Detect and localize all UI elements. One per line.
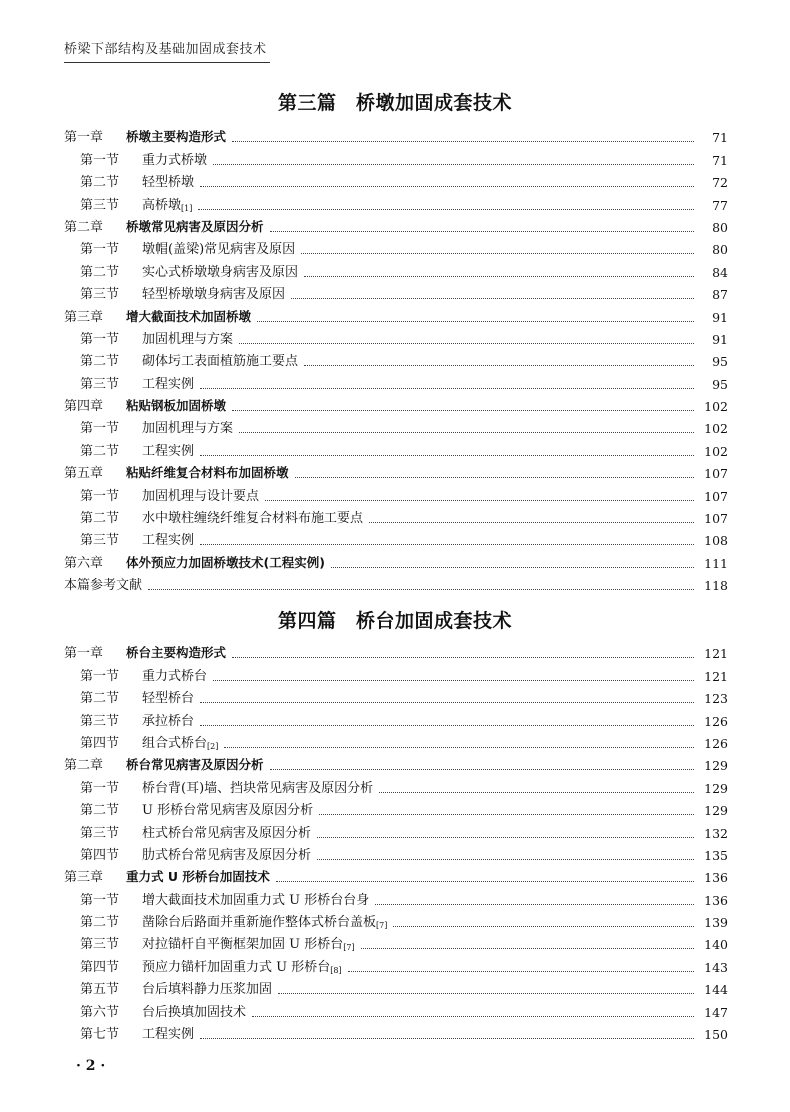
dot-leader <box>232 140 694 142</box>
entry-number: 第二节 <box>80 264 120 280</box>
dot-leader <box>361 947 694 949</box>
entry-page-number: 80 <box>712 219 728 235</box>
entry-number: 第三节 <box>80 713 120 729</box>
entry-page-number: 111 <box>704 555 728 571</box>
entry-title: 轻型桥台 <box>142 691 195 707</box>
entry-number: 第三章 <box>64 309 104 325</box>
entry-number: 第七节 <box>80 1027 120 1043</box>
entry-page-number: 91 <box>712 309 728 325</box>
entry-title: 桥墩主要构造形式 <box>126 129 227 145</box>
entry-page-number: 135 <box>704 847 728 863</box>
entry-page-number: 102 <box>704 443 728 459</box>
toc-section-entry[interactable] <box>64 773 728 795</box>
dot-leader <box>265 499 694 501</box>
entry-page-number: 139 <box>704 915 728 931</box>
toc-section-entry[interactable] <box>64 818 728 840</box>
entry-title: 对拉锚杆自平衡框架加固 U 形桥台 <box>142 937 344 953</box>
dot-leader <box>257 320 694 322</box>
dot-leader <box>200 454 694 456</box>
dot-leader <box>301 252 694 254</box>
entry-page-number: 95 <box>712 376 728 392</box>
entry-title: 加固机理与设计要点 <box>142 488 260 504</box>
entry-page-number: 136 <box>704 870 728 886</box>
entry-number: 第一节 <box>80 668 120 684</box>
entry-number: 第四节 <box>80 847 120 863</box>
entry-page-number: 143 <box>704 959 728 975</box>
toc-section-entry[interactable] <box>64 168 728 190</box>
dot-leader <box>317 858 694 860</box>
entry-page-number: 144 <box>704 982 728 998</box>
entry-page-number: 84 <box>712 264 728 280</box>
entry-number: 第二节 <box>80 511 120 527</box>
entry-title: 工程实例 <box>142 443 195 459</box>
dot-leader <box>239 342 694 344</box>
toc-chapter-entry[interactable] <box>64 751 728 773</box>
dot-leader <box>213 679 694 681</box>
entry-title: 高桥墩 <box>142 197 182 213</box>
dot-leader <box>304 364 694 366</box>
citation-mark: [2] <box>207 741 219 751</box>
entry-title: 肋式桥台常见病害及原因分析 <box>142 847 312 863</box>
dot-leader <box>278 992 694 994</box>
toc-section-entry[interactable] <box>64 436 728 458</box>
toc-section-entry[interactable] <box>64 930 728 952</box>
citation-mark: [8] <box>330 965 342 975</box>
entry-number: 第五章 <box>64 466 104 482</box>
entry-page-number: 107 <box>704 466 728 482</box>
dot-leader <box>379 791 694 793</box>
entry-number: 第一节 <box>80 242 120 258</box>
entry-title: 增大截面技术加固桥墩 <box>126 308 252 324</box>
entry-page-number: 129 <box>704 758 728 774</box>
toc-section-entry[interactable] <box>64 908 728 930</box>
entry-title: 重力式桥台 <box>142 668 208 684</box>
entry-number: 第一节 <box>80 331 120 347</box>
toc-chapter-entry[interactable] <box>64 302 728 324</box>
entry-title: 桥台背(耳)墙、挡块常见病害及原因分析 <box>142 780 374 796</box>
entry-page-number: 136 <box>704 892 728 908</box>
entry-number: 第六章 <box>64 555 104 571</box>
running-head-rule <box>64 62 270 63</box>
entry-title: 预应力锚杆加固重力式 U 形桥台 <box>142 959 331 975</box>
entry-number: 第二节 <box>80 354 120 370</box>
dot-leader <box>200 387 694 389</box>
dot-leader <box>270 768 694 770</box>
entry-title: 工程实例 <box>142 533 195 549</box>
toc-section-entry[interactable] <box>64 235 728 257</box>
entry-page-number: 108 <box>704 533 728 549</box>
entry-page-number: 121 <box>704 646 728 662</box>
toc-section-entry[interactable] <box>64 347 728 369</box>
entry-number: 第二节 <box>80 443 120 459</box>
dot-leader <box>200 185 694 187</box>
toc-section-entry[interactable] <box>64 504 728 526</box>
entry-title: 实心式桥墩墩身病害及原因 <box>142 264 299 280</box>
entry-title: 轻型桥墩 <box>142 175 195 191</box>
entry-page-number: 80 <box>712 242 728 258</box>
entry-title: 组合式桥台 <box>142 735 208 751</box>
entry-number: 第二章 <box>64 219 104 235</box>
entry-title: 增大截面技术加固重力式 U 形桥台台身 <box>142 892 370 908</box>
entry-page-number: 118 <box>704 578 728 594</box>
entry-number: 第三章 <box>64 870 104 886</box>
toc-chapter-entry[interactable] <box>64 392 728 414</box>
toc-section-entry[interactable] <box>64 975 728 997</box>
citation-mark: [1] <box>181 203 193 213</box>
dot-leader <box>148 588 694 590</box>
entry-number: 第六节 <box>80 1004 120 1020</box>
toc-section-entry[interactable] <box>64 885 728 907</box>
entry-page-number: 91 <box>712 331 728 347</box>
entry-number: 第二节 <box>80 915 120 931</box>
toc-part-4 <box>64 639 728 1042</box>
toc-chapter-entry[interactable] <box>64 213 728 235</box>
entry-number: 第三节 <box>80 287 120 303</box>
entry-page-number: 147 <box>704 1004 728 1020</box>
entry-page-number: 71 <box>712 152 728 168</box>
dot-leader <box>276 880 694 882</box>
dot-leader <box>304 275 694 277</box>
entry-title: 台后换填加固技术 <box>142 1004 247 1020</box>
toc-chapter-entry[interactable] <box>64 459 728 481</box>
dot-leader <box>348 970 694 972</box>
dot-leader <box>239 431 694 433</box>
entry-title: 重力式桥墩 <box>142 152 208 168</box>
entry-title: 工程实例 <box>142 1027 195 1043</box>
dot-leader <box>331 566 694 568</box>
toc-section-entry[interactable] <box>64 1020 728 1042</box>
toc-section-entry[interactable] <box>64 369 728 391</box>
toc-chapter-entry[interactable] <box>64 123 728 145</box>
entry-title: 轻型桥墩墩身病害及原因 <box>142 287 286 303</box>
dot-leader <box>319 813 694 815</box>
part-title: 第四篇 桥台加固成套技术 <box>277 610 512 632</box>
entry-number: 第一章 <box>64 130 104 146</box>
entry-title: 重力式 U 形桥台加固技术 <box>126 869 270 885</box>
toc-section-entry[interactable] <box>64 841 728 863</box>
running-head: 桥梁下部结构及基础加固成套技术 <box>64 42 267 57</box>
toc-section-entry[interactable] <box>64 145 728 167</box>
entry-page-number: 140 <box>704 937 728 953</box>
entry-number: 第四章 <box>64 399 104 415</box>
entry-number: 第三节 <box>80 937 120 953</box>
toc-section-entry[interactable] <box>64 526 728 548</box>
toc-section-entry[interactable] <box>64 997 728 1019</box>
page-number: · 2 · <box>76 1058 106 1074</box>
entry-title: 粘贴纤维复合材料布加固桥墩 <box>126 465 289 481</box>
entry-title: 桥台常见病害及原因分析 <box>126 757 264 773</box>
citation-mark: [7] <box>343 943 355 953</box>
entry-title: 加固机理与方案 <box>142 331 234 347</box>
entry-number: 第一章 <box>64 646 104 662</box>
dot-leader <box>213 163 694 165</box>
entry-title: 本篇参考文献 <box>64 578 143 594</box>
dot-leader <box>200 724 694 726</box>
dot-leader <box>375 903 694 905</box>
part-title: 第三篇 桥墩加固成套技术 <box>277 92 512 114</box>
citation-mark: [7] <box>376 921 388 931</box>
toc-section-entry[interactable] <box>64 325 728 347</box>
entry-title: 台后填料静力压浆加固 <box>142 982 273 998</box>
toc-part-3 <box>64 123 728 593</box>
toc-section-entry[interactable] <box>64 481 728 503</box>
toc-section-entry[interactable] <box>64 684 728 706</box>
entry-number: 第二节 <box>80 803 120 819</box>
entry-number: 第四节 <box>80 735 120 751</box>
entry-number: 第二章 <box>64 758 104 774</box>
toc-entry[interactable] <box>64 571 728 593</box>
toc-chapter-entry[interactable] <box>64 863 728 885</box>
entry-number: 第一节 <box>80 488 120 504</box>
entry-page-number: 102 <box>704 421 728 437</box>
entry-page-number: 95 <box>712 354 728 370</box>
entry-page-number: 132 <box>704 825 728 841</box>
entry-number: 第三节 <box>80 376 120 392</box>
entry-number: 第二节 <box>80 691 120 707</box>
dot-leader <box>200 543 694 545</box>
toc-section-entry[interactable] <box>64 414 728 436</box>
entry-title: 体外预应力加固桥墩技术(工程实例) <box>126 554 325 570</box>
dot-leader <box>232 656 694 658</box>
entry-page-number: 150 <box>704 1027 728 1043</box>
dot-leader <box>200 701 694 703</box>
entry-title: 粘贴钢板加固桥墩 <box>126 398 227 414</box>
entry-number: 第五节 <box>80 982 120 998</box>
entry-page-number: 129 <box>704 803 728 819</box>
dot-leader <box>270 230 694 232</box>
entry-number: 第一节 <box>80 892 120 908</box>
entry-number: 第二节 <box>80 175 120 191</box>
entry-number: 第一节 <box>80 780 120 796</box>
entry-number: 第四节 <box>80 959 120 975</box>
dot-leader <box>393 925 694 927</box>
entry-title: 柱式桥台常见病害及原因分析 <box>142 825 312 841</box>
entry-title: 工程实例 <box>142 376 195 392</box>
entry-title: 砌体圬工表面植筋施工要点 <box>142 354 299 370</box>
entry-title: U 形桥台常见病害及原因分析 <box>142 803 314 819</box>
toc-section-entry[interactable] <box>64 706 728 728</box>
toc-section-entry[interactable] <box>64 952 728 974</box>
entry-title: 桥台主要构造形式 <box>126 645 227 661</box>
entry-title: 桥墩常见病害及原因分析 <box>126 218 264 234</box>
entry-page-number: 72 <box>712 175 728 191</box>
entry-page-number: 87 <box>712 287 728 303</box>
entry-page-number: 107 <box>704 511 728 527</box>
entry-page-number: 71 <box>712 130 728 146</box>
toc-section-entry[interactable] <box>64 661 728 683</box>
entry-page-number: 129 <box>704 780 728 796</box>
toc-section-entry[interactable] <box>64 280 728 302</box>
entry-page-number: 121 <box>704 668 728 684</box>
entry-title: 加固机理与方案 <box>142 421 234 437</box>
entry-page-number: 102 <box>704 399 728 415</box>
entry-title: 墩帽(盖梁)常见病害及原因 <box>142 242 296 258</box>
entry-page-number: 77 <box>712 197 728 213</box>
dot-leader <box>369 521 694 523</box>
dot-leader <box>291 297 694 299</box>
entry-title: 水中墩柱缠绕纤维复合材料布施工要点 <box>142 511 364 527</box>
dot-leader <box>200 1037 694 1039</box>
entry-title: 凿除台后路面并重新施作整体式桥台盖板 <box>142 915 377 931</box>
entry-number: 第一节 <box>80 152 120 168</box>
entry-page-number: 123 <box>704 691 728 707</box>
toc-section-entry[interactable] <box>64 729 728 751</box>
dot-leader <box>295 476 694 478</box>
entry-number: 第三节 <box>80 197 120 213</box>
dot-leader <box>252 1015 694 1017</box>
entry-page-number: 107 <box>704 488 728 504</box>
entry-number: 第一节 <box>80 421 120 437</box>
toc-section-entry[interactable] <box>64 796 728 818</box>
toc-section-entry[interactable] <box>64 190 728 212</box>
toc-section-entry[interactable] <box>64 257 728 279</box>
dot-leader <box>198 208 694 210</box>
entry-page-number: 126 <box>704 713 728 729</box>
entry-number: 第三节 <box>80 825 120 841</box>
dot-leader <box>224 746 694 748</box>
toc-chapter-entry[interactable] <box>64 548 728 570</box>
entry-page-number: 126 <box>704 735 728 751</box>
dot-leader <box>317 836 694 838</box>
entry-title: 承拉桥台 <box>142 713 195 729</box>
entry-number: 第三节 <box>80 533 120 549</box>
toc-chapter-entry[interactable] <box>64 639 728 661</box>
dot-leader <box>232 409 694 411</box>
